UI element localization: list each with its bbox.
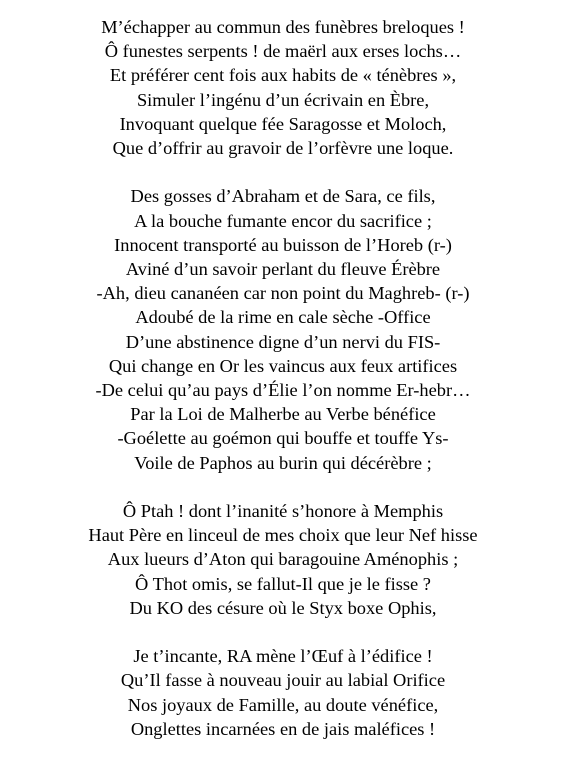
verse-line: Qui change en Or les vaincus aux feux artifices bbox=[108, 355, 458, 376]
verse-line: Nos joyaux de Famille, au doute vénéfice, bbox=[127, 694, 439, 715]
stanza-4 bbox=[0, 644, 566, 741]
verse-line: Adoubé de la rime en cale sèche -Office bbox=[135, 307, 431, 328]
verse-line: Haut Père en linceul de mes choix que leur Nef hisse bbox=[88, 525, 478, 546]
verse-line: Invoquant quelque fée Saragosse et Moloch, bbox=[119, 113, 447, 134]
verse-line: Et préférer cent fois aux habits de « ténèbres », bbox=[109, 65, 457, 86]
verse-line: Onglettes incarnées en de jais maléfices ! bbox=[130, 718, 436, 739]
verse-line: Qu’Il fasse à nouveau jouir au labial Orifice bbox=[120, 670, 446, 691]
verse-line: Aux lueurs d’Aton qui baragouine Aménophis ; bbox=[107, 549, 459, 570]
verse-line: Des gosses d’Abraham et de Sara, ce fils, bbox=[130, 186, 436, 207]
verse-line: -Ah, dieu cananéen car non point du Maghreb- (r-) bbox=[96, 283, 470, 304]
verse-line: Que d’offrir au gravoir de l’orfèvre une loque. bbox=[112, 138, 454, 159]
verse-line: Du KO des césure où le Styx boxe Ophis, bbox=[129, 597, 437, 618]
verse-line: Ô Thot omis, se fallut-Il que je le fisse ? bbox=[135, 573, 431, 594]
verse-line: Ô Ptah ! dont l’inanité s’honore à Memphis bbox=[122, 501, 444, 522]
verse-line: -Goélette au goémon qui bouffe et touffe Ys- bbox=[117, 428, 449, 449]
verse-line: Simuler l’ingénu d’un écrivain en Èbre, bbox=[136, 89, 430, 110]
verse-line: D’une abstinence digne d’un nervi du FIS- bbox=[125, 331, 441, 352]
verse-line: Je t’incante, RA mène l’Œuf à l’édifice ! bbox=[133, 646, 433, 667]
stanza-1 bbox=[0, 15, 566, 160]
verse-line: Voile de Paphos au burin qui décérèbre ; bbox=[134, 452, 432, 473]
verse-line: Par la Loi de Malherbe au Verbe bénéfice bbox=[130, 404, 436, 425]
stanza-3 bbox=[0, 499, 566, 620]
verse-line: A la bouche fumante encor du sacrifice ; bbox=[134, 210, 432, 231]
verse-line: Innocent transporté au buisson de l’Horeb (r-) bbox=[114, 234, 452, 255]
verse-line: Aviné d’un savoir perlant du fleuve Érèbre bbox=[125, 259, 441, 280]
verse-line: -De celui qu’au pays d’Élie l’on nomme Er-hebr… bbox=[95, 380, 471, 401]
stanza-2 bbox=[0, 184, 566, 474]
verse-line: Ô funestes serpents ! de maërl aux erses lochs… bbox=[104, 41, 462, 62]
verse-line: M’échapper au commun des funèbres breloques ! bbox=[101, 17, 465, 37]
